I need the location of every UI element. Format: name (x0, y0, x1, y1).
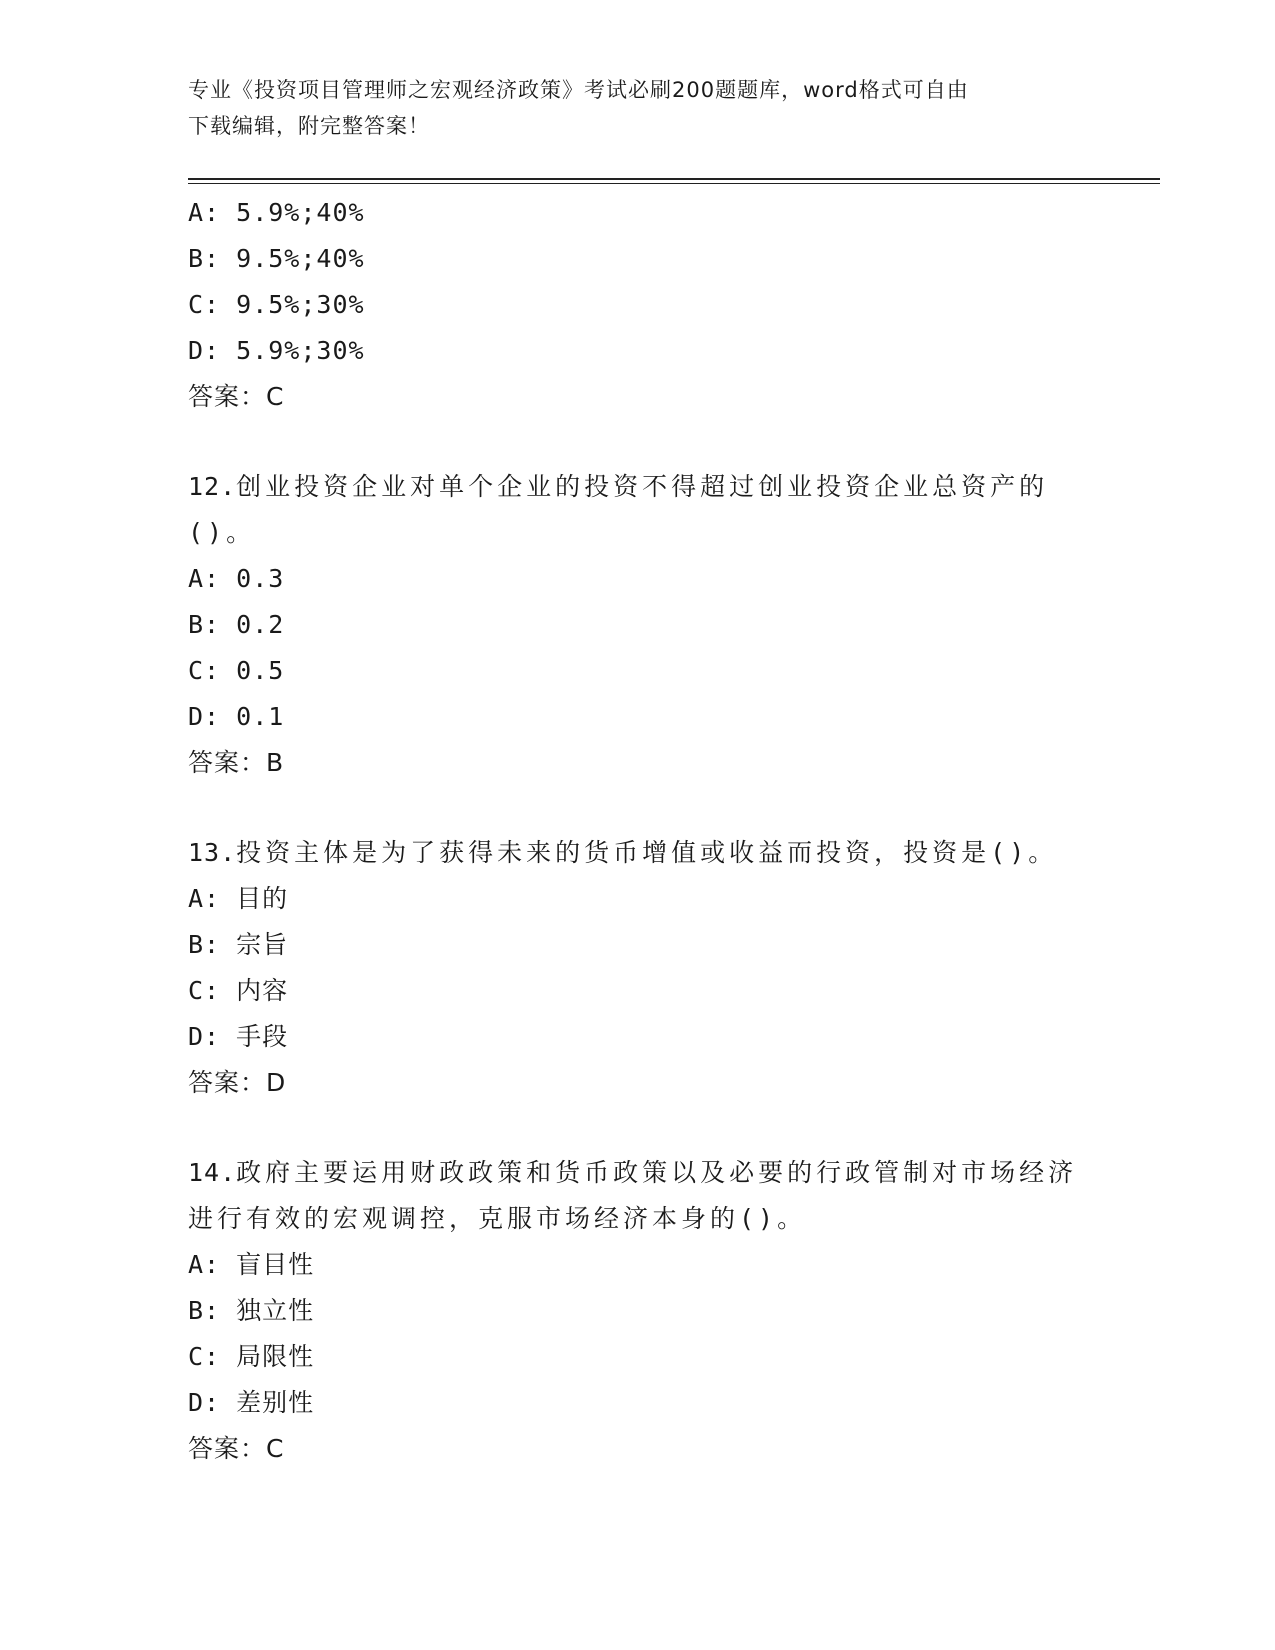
header-divider-thick (188, 178, 1160, 180)
option-d: D: 手段 (188, 1022, 289, 1051)
question-text (188, 830, 1088, 876)
question-block-14 (188, 1150, 1088, 1472)
option-c: C: 0.5 (188, 656, 285, 685)
option-d: D: 0.1 (188, 702, 285, 731)
question-body: 政府主要运用财政政策和货币政策以及必要的行政管制对市场经济进行有效的宏观调控，克服市场经济本身的()。 (188, 1158, 1078, 1233)
document-header (188, 72, 1088, 144)
option-b: B: 宗旨 (188, 930, 289, 959)
option-a: A: 0.3 (188, 564, 285, 593)
option-c: C: 内容 (188, 976, 289, 1005)
answer-line: 答案：D (188, 1068, 287, 1097)
question-body: 创业投资企业对单个企业的投资不得超过创业投资企业总资产的()。 (188, 472, 1049, 547)
question-block-12 (188, 464, 1088, 786)
answer-line: 答案：B (188, 748, 285, 777)
question-text (188, 1150, 1088, 1242)
option-d: D: 5.9%;30% (188, 336, 365, 365)
option-a: A: 5.9%;40% (188, 198, 365, 227)
option-b: B: 9.5%;40% (188, 244, 365, 273)
question-number: 14. (188, 1158, 237, 1187)
question-number: 13. (188, 838, 237, 867)
answer-line: 答案：C (188, 382, 285, 411)
option-d: D: 差别性 (188, 1388, 315, 1417)
question-text (188, 464, 1088, 556)
question-block-13 (188, 830, 1088, 1106)
header-line-1: 专业《投资项目管理师之宏观经济政策》考试必刷200题题库，word格式可自由 (188, 78, 969, 102)
header-line-2: 下载编辑，附完整答案！ (188, 114, 430, 138)
question-body: 投资主体是为了获得未来的货币增值或收益而投资，投资是()。 (236, 838, 1058, 867)
option-a: A: 盲目性 (188, 1250, 315, 1279)
option-c: C: 局限性 (188, 1342, 315, 1371)
answer-line: 答案：C (188, 1434, 285, 1463)
option-a: A: 目的 (188, 884, 289, 913)
question-block-11 (188, 190, 1088, 420)
question-list (188, 190, 1088, 1516)
option-b: B: 独立性 (188, 1296, 315, 1325)
option-b: B: 0.2 (188, 610, 285, 639)
option-c: C: 9.5%;30% (188, 290, 365, 319)
question-number: 12. (188, 472, 237, 501)
header-divider-thin (188, 183, 1160, 184)
